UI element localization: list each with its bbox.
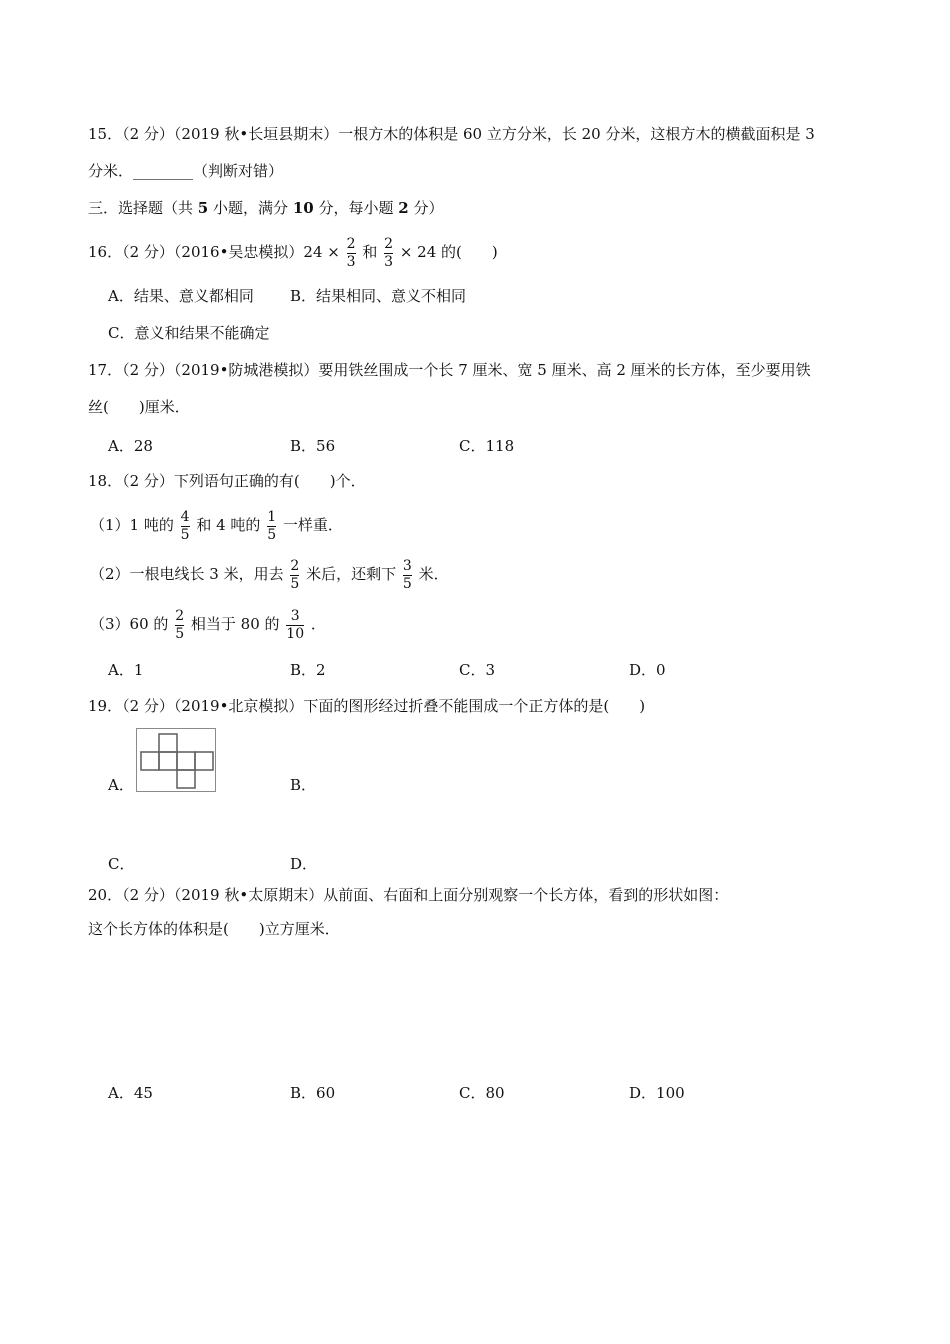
section-total: 10 [292,199,314,217]
q18-option-d: D．0 [629,661,666,679]
q18-s3-fraction-2: $\frac{3}{10}$ [286,607,305,642]
q20-line2: 这个长方体的体积是( )立方厘米． [88,920,340,938]
q18-option-b: B．2 [290,661,326,679]
q17-option-c: C．118 [459,437,515,455]
q16-mid: 和 [362,243,378,261]
q18-s1-fraction-1: $\frac{4}{5}$ [180,508,190,543]
q19-option-d: D． [290,855,318,873]
q17-option-a: A．28 [108,437,153,455]
q15-line2: 分米．________（判断对错） [88,162,284,180]
q17-line1: 17．（2 分）（2019•防城港模拟）要用铁丝围成一个长 7 厘米、宽 5 厘米、高 2 厘米的长方体，至少要用铁 [88,361,811,379]
q20-option-b: B．60 [290,1084,336,1102]
q18-statement-3: （3）60 的 $\frac{2}{5}$ 相当于 80 的 $\frac{3}{10}$ ． [90,607,326,642]
q16-prefix: 16．（2 分）（2016•吴忠模拟）24 × [88,243,340,261]
section-count: 5 [197,199,209,217]
q16-fraction-1: $\frac{2}{3}$ [346,235,356,270]
q18-s2-fraction-1: $\frac{2}{5}$ [290,557,300,592]
q15-line1: 15．（2 分）（2019 秋•长垣县期末）一根方木的体积是 60 立方分米，长 20 分米，这根方木的横截面积是 3 [88,125,815,143]
q18-stem: 18．（2 分）下列语句正确的有( )个． [88,472,366,490]
section-mid1: 小题，满分 [213,199,289,217]
q18-option-c: C．3 [459,661,496,679]
q20-option-c: C．80 [459,1084,505,1102]
section-each: 2 [398,199,409,217]
q16-option-c: C．意义和结果不能确定 [108,324,270,342]
q18-statement-1: （1）1 吨的 $\frac{4}{5}$ 和 4 吨的 $\frac{1}{5}$ 一样重． [90,508,343,543]
section-mid2: 分，每小题 [318,199,394,217]
q16-option-a: A．结果、意义都相同 [108,287,254,305]
q16-suffix: × 24 的( ) [399,243,498,261]
q20-option-a: A．45 [108,1084,153,1102]
q19-option-b: B． [290,776,317,794]
q20-line1: 20．（2 分）（2019 秋•太原期末）从前面、右面和上面分别观察一个长方体，看到的形状如图： [88,886,729,904]
section-suffix: 分） [413,199,444,217]
q18-statement-2: （2）一根电线长 3 米，用去 $\frac{2}{5}$ 米后，还剩下 $\frac{3}{5}$ 米． [90,557,449,592]
q18-s3-fraction-1: $\frac{2}{5}$ [175,607,185,642]
q18-s1-fraction-2: $\frac{1}{5}$ [267,508,277,543]
q19-stem: 19．（2 分）（2019•北京模拟）下面的图形经过折叠不能围成一个正方体的是( ) [88,697,646,715]
cube-net-figure-a [136,728,216,792]
section-prefix: 三．选择题（共 [88,199,194,217]
q19-option-a: A． [108,776,134,794]
q16-stem [88,232,498,272]
q17-line2: 丝( )厘米． [88,398,190,416]
q17-option-b: B．56 [290,437,336,455]
q20-option-d: D．100 [629,1084,685,1102]
q18-s2-fraction-2: $\frac{3}{5}$ [402,557,412,592]
q16-option-b: B．结果相同、意义不相同 [290,287,467,305]
q18-option-a: A．1 [108,661,144,679]
section-heading [88,198,444,218]
q16-fraction-2: $\frac{2}{3}$ [384,235,394,270]
q19-option-c: C． [108,855,135,873]
